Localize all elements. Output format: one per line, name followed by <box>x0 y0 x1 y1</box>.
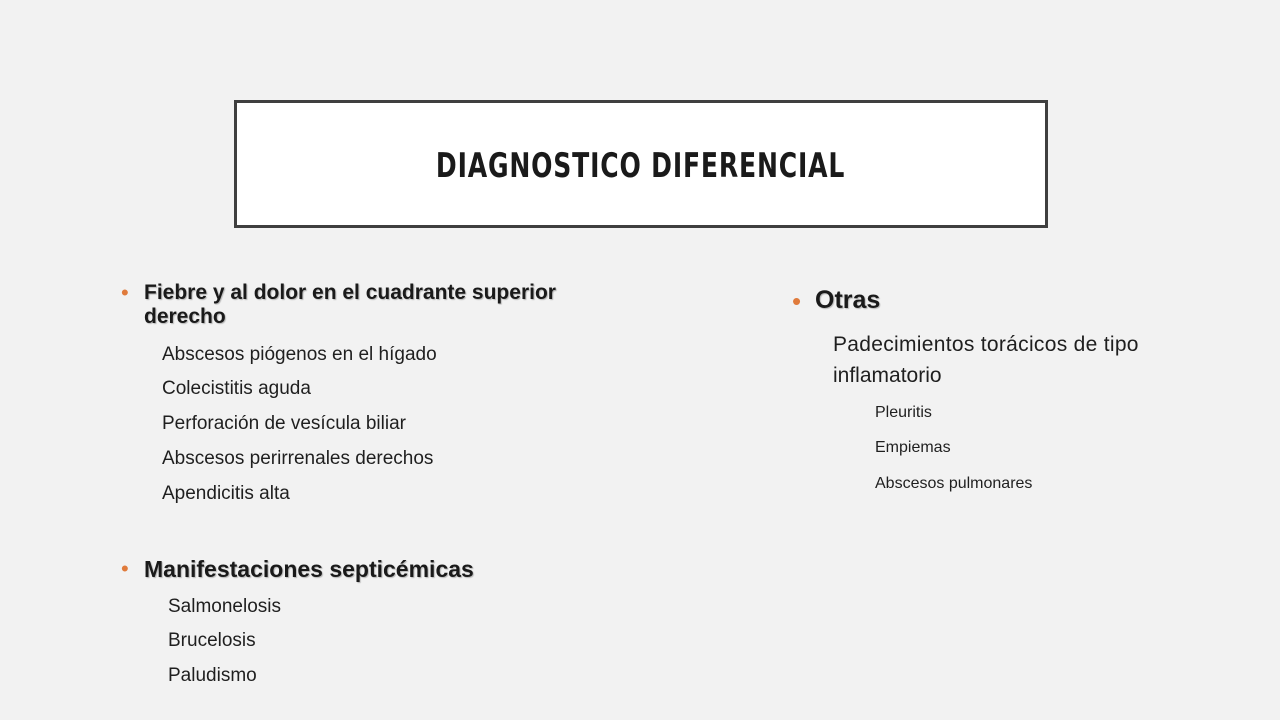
other-subheading-line1: Padecimientos torácicos de tipo <box>833 333 1139 356</box>
list-item: Pleuritis <box>875 404 932 421</box>
fever-heading-line2: derecho <box>144 305 226 328</box>
bullet-icon: • <box>121 280 129 305</box>
list-item: Empiemas <box>875 439 951 456</box>
other-heading: Otras <box>815 286 881 314</box>
list-item: Abscesos piógenos en el hígado <box>162 344 437 365</box>
slide-title: DIAGNOSTICO DIFERENCIAL <box>436 146 846 186</box>
other-subheading-line2: inflamatorio <box>833 364 942 387</box>
list-item: Salmonelosis <box>168 596 281 617</box>
list-item: Brucelosis <box>168 630 256 651</box>
title-box <box>234 100 1048 228</box>
list-item: Paludismo <box>168 665 257 686</box>
fever-heading-line1: Fiebre y al dolor en el cuadrante superior <box>144 281 556 304</box>
list-item: Abscesos pulmonares <box>875 475 1033 492</box>
list-item: Perforación de vesícula biliar <box>162 413 406 434</box>
bullet-icon: • <box>792 286 802 316</box>
list-item: Apendicitis alta <box>162 483 290 504</box>
list-item: Abscesos perirrenales derechos <box>162 448 434 469</box>
septic-heading: Manifestaciones septicémicas <box>144 556 474 582</box>
list-item: Colecistitis aguda <box>162 378 311 399</box>
bullet-icon: • <box>121 556 129 581</box>
